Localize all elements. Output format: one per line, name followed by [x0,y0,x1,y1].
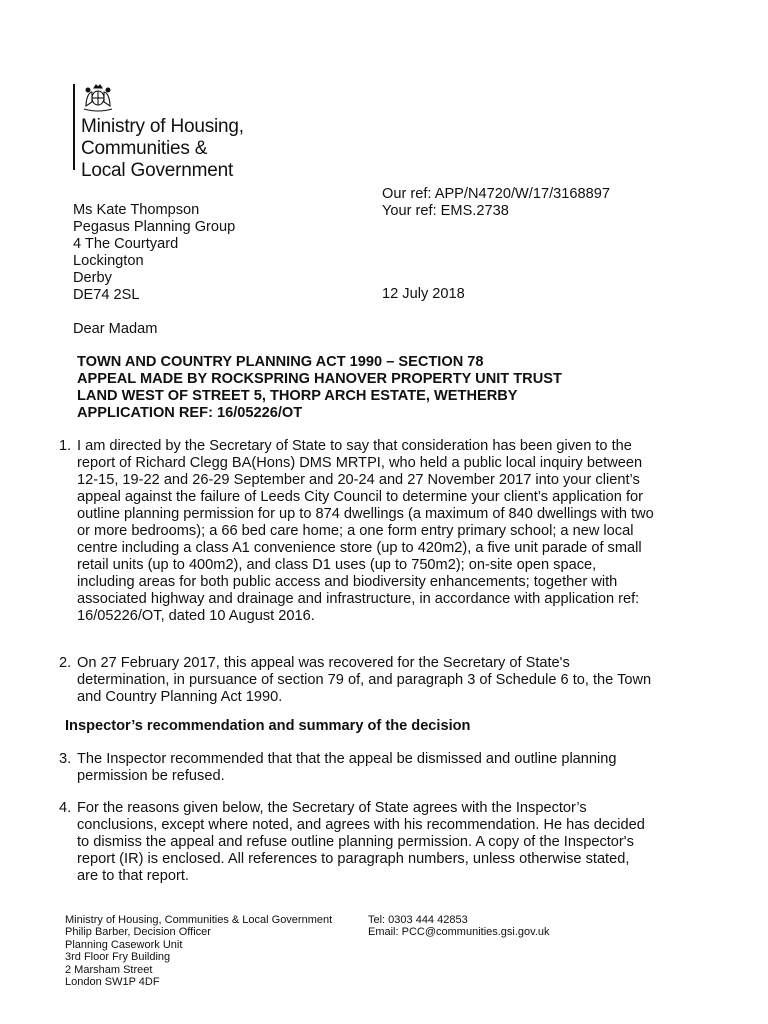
logo-rule [73,84,75,170]
paragraph-number: 1. [59,438,72,454]
paragraph-2 [59,655,739,710]
paragraph-line: outline planning permission for up to 874 dwellings (a maximum of 840 dwellings with two [77,506,654,522]
recipient-address [73,202,235,304]
footer-tel: Tel: 0303 444 42853 [368,914,468,926]
address-line: DE74 2SL [73,287,140,303]
paragraph-number: 2. [59,655,72,671]
org-line: Communities & [81,138,208,159]
footer-line: Planning Casework Unit [65,938,183,951]
organisation-name [81,116,244,182]
heading-line: APPLICATION REF: 16/05226/OT [77,405,303,421]
footer-line: Philip Barber, Decision Officer [65,926,211,939]
footer-line: London SW1P 4DF [65,976,160,989]
org-line: Local Government [81,160,234,181]
heading-line: TOWN AND COUNTRY PLANNING ACT 1990 – SECTION 78 [77,354,484,370]
heading-line: APPEAL MADE BY ROCKSPRING HANOVER PROPERTY UNIT TRUST [77,371,562,387]
paragraph-body [77,800,645,885]
paragraph-line: On 27 February 2017, this appeal was recovered for the Secretary of State's [77,655,570,671]
paragraph-line: permission be refused. [77,768,225,784]
paragraph-line: associated highway and drainage and infrastructure, in accordance with application ref: [77,591,640,607]
paragraph-line: appeal against the failure of Leeds City Council to determine your client’s application for [77,489,643,505]
paragraph-line: report of Richard Clegg BA(Hons) DMS MRTPI, who held a public local inquiry between [77,455,643,471]
paragraph-line: to dismiss the appeal and refuse outline planning permission. A copy of the Inspector's [77,834,634,850]
paragraph-line: I am directed by the Secretary of State to say that consideration has been given to the [77,438,632,454]
paragraph-line: The Inspector recommended that that the appeal be dismissed and outline planning [77,751,617,767]
salutation: Dear Madam [73,321,158,337]
address-line: Lockington [73,253,144,269]
paragraph-line: conclusions, except where noted, and agrees with his recommendation. He has decided [77,817,645,833]
paragraph-line: and Country Planning Act 1990. [77,689,283,705]
footer-line: 2 Marsham Street [65,963,153,976]
paragraph-line: 16/05226/OT, dated 10 August 2016. [77,608,315,624]
footer-line: Ministry of Housing, Communities & Local Government [65,914,333,926]
paragraph-line: report (IR) is enclosed. All references to paragraph numbers, unless otherwise stated, [77,851,630,867]
footer-email[interactable]: Email: PCC@communities.gsi.gov.uk [368,926,550,939]
letter-date: 12 July 2018 [382,286,465,302]
paragraph-number: 3. [59,751,72,767]
letter-heading [77,354,562,422]
footer-line: 3rd Floor Fry Building [65,951,171,964]
paragraph-line: centre including a class A1 convenience store (up to 420m2), a five unit parade of small [77,540,642,556]
your-ref: Your ref: EMS.2738 [382,203,509,219]
paragraph-line: are to that report. [77,868,189,884]
paragraph-line: 12-15, 19-22 and 26-29 September and 20-24 and 27 November 2017 into your client’s [77,472,640,488]
paragraph-number: 4. [59,800,72,816]
paragraph-line: retail units (up to 400m2), and class D1 uses (up to 750m2); on-site open space, [77,557,597,573]
section-subheading: Inspector’s recommendation and summary of the decision [65,718,471,734]
paragraph-body [77,438,654,625]
heading-line: LAND WEST OF STREET 5, THORP ARCH ESTATE, WETHERBY [77,388,518,404]
paragraph-4 [59,800,739,888]
address-line: Derby [73,270,112,286]
reference-block [382,186,610,220]
org-line: Ministry of Housing, [81,116,244,137]
paragraph-line: determination, in pursuance of section 79 of, and paragraph 3 of Schedule 6 to, the Town [77,672,652,688]
address-line: Pegasus Planning Group [73,219,236,235]
paragraph-body [77,655,651,706]
paragraph-line: For the reasons given below, the Secretary of State agrees with the Inspector’s [77,800,587,816]
paragraph-3 [59,751,739,787]
footer-address [65,914,332,988]
address-line: Ms Kate Thompson [73,202,200,218]
paragraph-line: including areas for both public access and biodiversity enhancements; together with [77,574,618,590]
royal-coat-of-arms-icon [80,80,116,112]
footer-contact [368,914,550,939]
paragraph-1 [59,438,739,628]
paragraph-line: or more bedrooms); a 66 bed care home; a one form entry primary school; a new local [77,523,634,539]
our-ref: Our ref: APP/N4720/W/17/3168897 [382,186,610,202]
paragraph-body [77,751,617,785]
address-line: 4 The Courtyard [73,236,179,252]
